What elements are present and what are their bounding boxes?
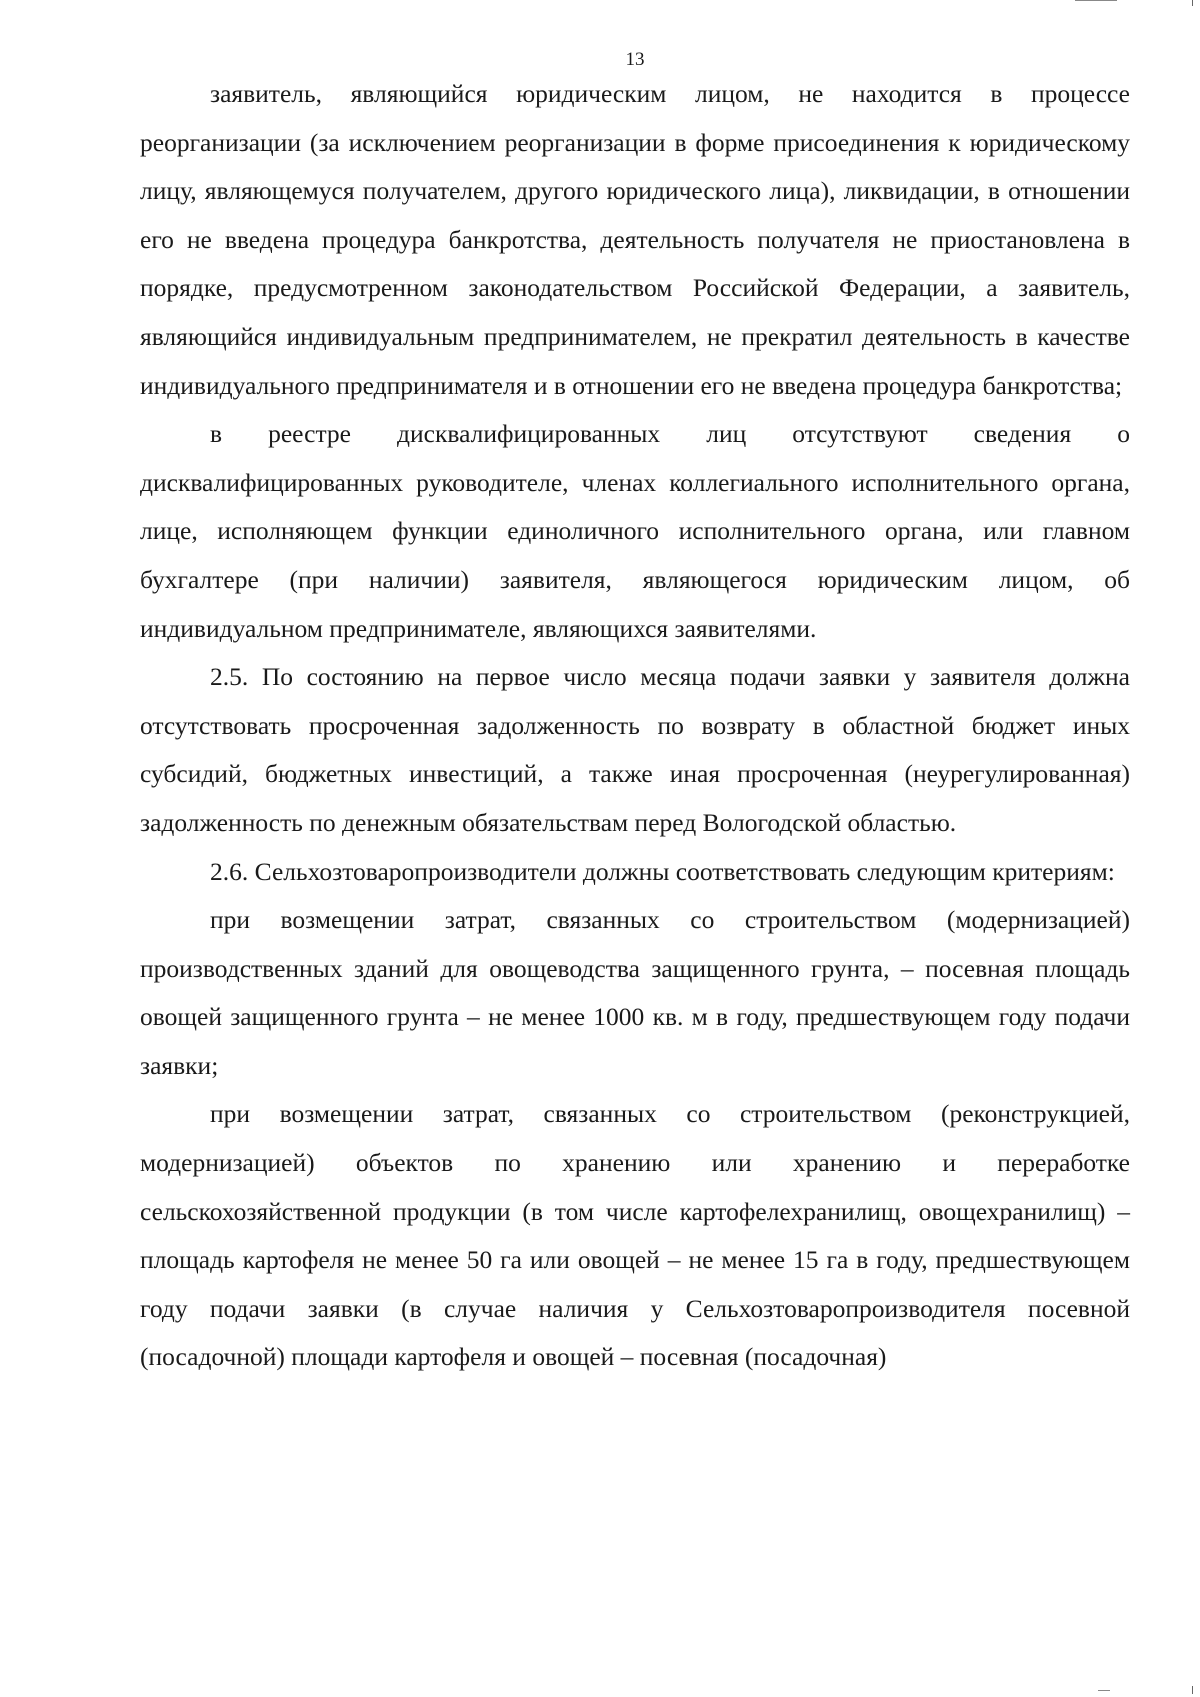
paragraph-applicant-legal-status: заявитель, являющийся юридическим лицом, не находится в процессе реорганизации (за исключением реорганизации в форме присоединения к юридическому лицу, являющемуся получателем, другого юридического лица), ликвидации, в отношении его не введена процедура банкротства, деятельность получателя не приостановлена в порядке, предусмотренном законодательством Российской Федерации, а заявитель, являющийся индивидуальным предпринимателем, не прекратил деятельность в качестве индивидуального предпринимателя и в отношении его не введена процедура банкротства; — [140, 79, 1130, 400]
scan-mark-top-right — [1075, 0, 1117, 1]
paragraph-2-6-criteria: 2.6. Сельхозтоваропроизводители должны соответствовать следующим критериям: — [210, 856, 1115, 886]
scan-mark-top-right-tick — [1192, 0, 1193, 6]
scan-mark-bottom-right — [1098, 1690, 1110, 1691]
paragraph-2-5-overdue-debt: 2.5. По состоянию на первое число месяца подачи заявки у заявителя должна отсутствовать просроченная задолженность по возврату в областной бюджет иных субсидий, бюджетных инвестиций, а также иная просроченная (неурегулированная) задолженность по денежным обязательствам перед Вологодской областью. — [140, 662, 1130, 837]
page-number: 13 — [625, 49, 645, 70]
paragraph-storage-criteria: при возмещении затрат, связанных со строительством (реконструкцией, модернизацией) объектов по хранению или хранению и переработке сельскохозяйственной продукции (в том числе картофелехранилищ, овощехранилищ) – площадь картофеля не менее 50 га или овощей – не менее 15 га в году, предшествующем году подачи заявки (в случае наличия у Сельхозтоваропроизводителя посевной (посадочной) площади картофеля и овощей – посевная (посадочная) — [140, 1099, 1130, 1372]
paragraph-greenhouse-criteria: при возмещении затрат, связанных со строительством (модернизацией) производственных зданий для овощеводства защищенного грунта, – посевная площадь овощей защищенного грунта – не менее 1000 кв. м в году, предшествующем году подачи заявки; — [140, 905, 1130, 1080]
scan-mark-bottom-right-tick — [1192, 1686, 1193, 1694]
paragraph-disqualified-persons: в реестре дисквалифицированных лиц отсутствуют сведения о дисквалифицированных руководителе, членах коллегиального исполнительного органа, лице, исполняющем функции единоличного исполнительного органа, или главном бухгалтере (при наличии) заявителя, являющегося юридическим лицом, об индивидуальном предпринимателе, являющихся заявителями. — [140, 419, 1130, 643]
document-body — [140, 70, 1130, 1382]
